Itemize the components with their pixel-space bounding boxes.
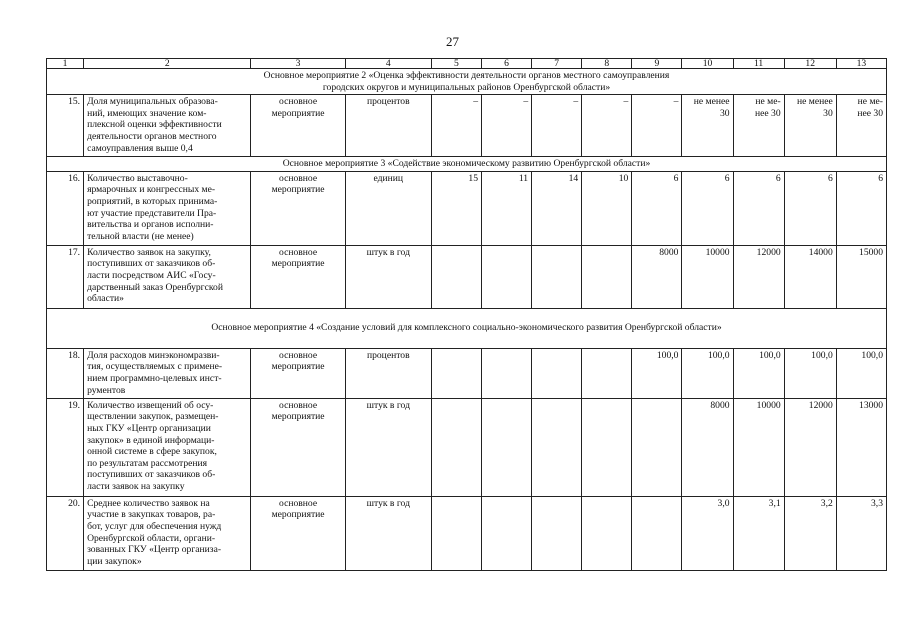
value-cell: [431, 245, 481, 308]
section-title: Основное мероприятие 4 «Создание условий для комплексного социально-экономического развития Оренбургской области»: [47, 308, 887, 348]
row-number: 19.: [47, 398, 84, 496]
value-cell: –: [482, 95, 532, 157]
table-row: [47, 496, 887, 570]
value-cell: [431, 398, 481, 496]
value-cell: [632, 398, 682, 496]
value-cell: 100,0: [682, 348, 733, 398]
value-cell: 15: [431, 171, 481, 245]
value-cell: 8000: [682, 398, 733, 496]
indicator-type: основное мероприятие: [251, 348, 345, 398]
column-header: 9: [632, 59, 682, 69]
value-cell: 6: [632, 171, 682, 245]
value-cell: не ме- нее 30: [733, 95, 784, 157]
value-cell: [632, 496, 682, 570]
section-title-line: Основное мероприятие 2 «Оценка эффективности деятельности органов местного самоуправления: [263, 70, 670, 81]
value-cell: 12000: [784, 398, 836, 496]
column-header: 11: [733, 59, 784, 69]
column-header: 6: [482, 59, 532, 69]
value-cell: –: [582, 95, 632, 157]
column-header: 3: [251, 59, 345, 69]
value-cell: 100,0: [836, 348, 886, 398]
indicator-type: основное мероприятие: [251, 95, 345, 157]
row-number: 15.: [47, 95, 84, 157]
value-cell: 15000: [836, 245, 886, 308]
value-cell: [582, 496, 632, 570]
row-number: 18.: [47, 348, 84, 398]
value-cell: [532, 398, 582, 496]
table-row: [47, 95, 887, 157]
unit: штук в год: [345, 496, 431, 570]
table-row: [47, 245, 887, 308]
column-header: 10: [682, 59, 733, 69]
indicator-type: основное мероприятие: [251, 398, 345, 496]
row-number: 16.: [47, 171, 84, 245]
section-row-3: [47, 157, 887, 172]
value-cell: [482, 398, 532, 496]
table-row: [47, 398, 887, 496]
value-cell: 3,1: [733, 496, 784, 570]
value-cell: [431, 348, 481, 398]
column-header: 1: [47, 59, 84, 69]
indicator-name: Доля расходов минэкономразви- тия, осуществляемых с примене- нием программно-целевых инст- рументов: [84, 348, 251, 398]
value-cell: 6: [784, 171, 836, 245]
value-cell: 10000: [733, 398, 784, 496]
column-header: 4: [345, 59, 431, 69]
value-cell: 3,3: [836, 496, 886, 570]
value-cell: [482, 348, 532, 398]
table-row: [47, 171, 887, 245]
value-cell: 3,0: [682, 496, 733, 570]
column-number-row: [47, 59, 887, 69]
unit: штук в год: [345, 245, 431, 308]
unit: процентов: [345, 348, 431, 398]
value-cell: не менее 30: [682, 95, 733, 157]
indicator-name: Количество выставочно- ярмарочных и конгрессных ме- роприятий, в которых принима- ют участие представители Пра- вительства и органов исполни- тельной власти (не менее): [84, 171, 251, 245]
indicator-name: Количество извещений об осу- ществлении закупок, размещен- ных ГКУ «Центр организации закупок» в единой информаци- онной системе в сфере закупок, по результатам рассмотрения поступивших от заказчиков об- ласти заявок на закупку: [84, 398, 251, 496]
value-cell: [582, 245, 632, 308]
value-cell: [482, 245, 532, 308]
unit: единиц: [345, 171, 431, 245]
column-header: 5: [431, 59, 481, 69]
value-cell: 12000: [733, 245, 784, 308]
column-header: 12: [784, 59, 836, 69]
value-cell: 100,0: [733, 348, 784, 398]
unit: штук в год: [345, 398, 431, 496]
value-cell: 10: [582, 171, 632, 245]
value-cell: 100,0: [784, 348, 836, 398]
value-cell: –: [632, 95, 682, 157]
value-cell: [532, 496, 582, 570]
value-cell: 6: [836, 171, 886, 245]
section-row-2: [47, 69, 887, 95]
value-cell: [532, 348, 582, 398]
value-cell: 10000: [682, 245, 733, 308]
section-title: [47, 69, 887, 95]
value-cell: 3,2: [784, 496, 836, 570]
value-cell: не менее 30: [784, 95, 836, 157]
indicator-type: основное мероприятие: [251, 245, 345, 308]
indicator-name: Доля муниципальных образова- ний, имеющих значение ком- плексной оценки эффективности деятельности органов местного самоуправления выше 0,4: [84, 95, 251, 157]
indicator-type: основное мероприятие: [251, 496, 345, 570]
section-title: Основное мероприятие 3 «Содействие экономическому развитию Оренбургской области»: [47, 157, 887, 172]
value-cell: –: [532, 95, 582, 157]
value-cell: 14000: [784, 245, 836, 308]
value-cell: не ме- нее 30: [836, 95, 886, 157]
value-cell: [582, 348, 632, 398]
value-cell: [582, 398, 632, 496]
column-header: 8: [582, 59, 632, 69]
value-cell: 14: [532, 171, 582, 245]
table-row: [47, 348, 887, 398]
section-row-4: [47, 308, 887, 348]
value-cell: 6: [682, 171, 733, 245]
column-header: 2: [84, 59, 251, 69]
row-number: 20.: [47, 496, 84, 570]
unit: процентов: [345, 95, 431, 157]
section-title-line: городских округов и муниципальных районов Оренбургской области»: [322, 81, 611, 93]
value-cell: 11: [482, 171, 532, 245]
indicator-name: Среднее количество заявок на участие в закупках товаров, ра- бот, услуг для обеспечения нужд Оренбургской области, органи- зованных ГКУ «Центр организа- ции закупок»: [84, 496, 251, 570]
value-cell: [532, 245, 582, 308]
value-cell: –: [431, 95, 481, 157]
column-header: 7: [532, 59, 582, 69]
value-cell: [431, 496, 481, 570]
indicators-table: [46, 58, 887, 571]
value-cell: 100,0: [632, 348, 682, 398]
row-number: 17.: [47, 245, 84, 308]
value-cell: 8000: [632, 245, 682, 308]
value-cell: [482, 496, 532, 570]
page-number: 27: [446, 34, 459, 49]
indicator-name: Количество заявок на закупку, поступивших от заказчиков об- ласти посредством АИС «Госу- дарственный заказ Оренбургской области»: [84, 245, 251, 308]
column-header: 13: [836, 59, 886, 69]
value-cell: 13000: [836, 398, 886, 496]
indicator-type: основное мероприятие: [251, 171, 345, 245]
value-cell: 6: [733, 171, 784, 245]
